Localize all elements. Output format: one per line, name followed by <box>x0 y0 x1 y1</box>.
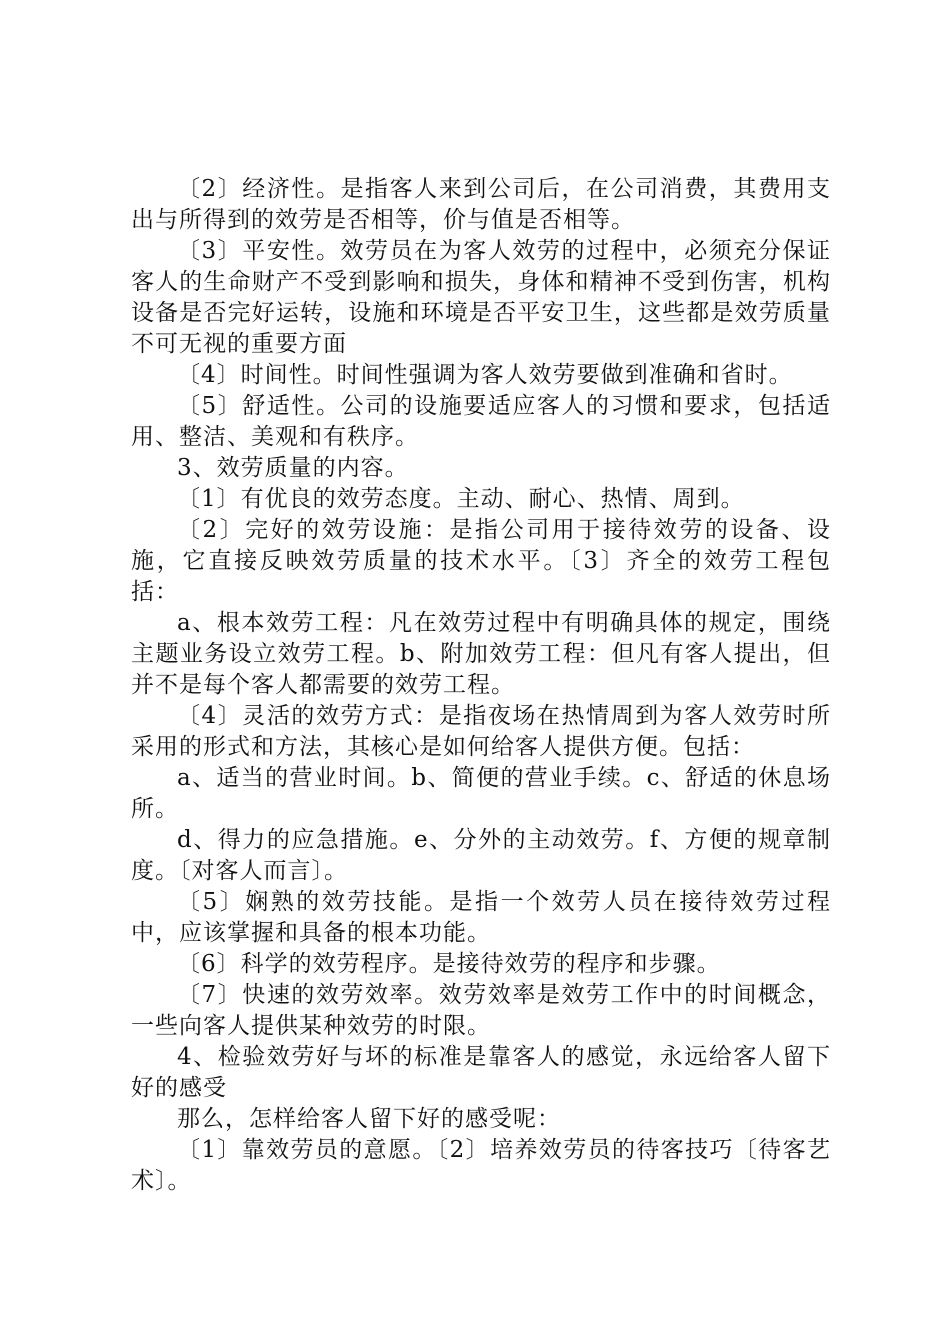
paragraph-service-skills: 〔5〕娴熟的效劳技能。是指一个效劳人员在接待效劳过程中，应该掌握和具备的根本功能。 <box>131 889 831 946</box>
paragraph-emergency-measures: d、得力的应急措施。e、分外的主动效劳。f、方便的规章制度。〔对客人而言〕。 <box>131 827 831 884</box>
paragraph-economy: 〔2〕经济性。是指客人来到公司后，在公司消费，其费用支出与所得到的效劳是否相等，价与值是否相等。 <box>131 176 831 233</box>
paragraph-service-facilities: 〔2〕完好的效劳设施：是指公司用于接待效劳的设备、设施，它直接反映效劳质量的技术水平。〔3〕齐全的效劳工程包括： <box>131 517 831 605</box>
paragraph-service-procedure: 〔6〕科学的效劳程序。是接待效劳的程序和步骤。 <box>177 951 721 977</box>
section-heading-service-standard: 4、检验效劳好与坏的标准是靠客人的感觉，永远给客人留下好的感受 <box>131 1044 831 1101</box>
paragraph-question: 那么，怎样给客人留下好的感受呢： <box>177 1106 561 1132</box>
paragraph-staff-willingness: 〔1〕靠效劳员的意愿。〔2〕培养效劳员的待客技巧〔待客艺术〕。 <box>131 1137 831 1194</box>
paragraph-safety: 〔3〕平安性。效劳员在为客人效劳的过程中，必须充分保证客人的生命财产不受到影响和损失，身体和精神不受到伤害，机构设备是否完好运转，设施和环境是否平安卫生，这些都是效劳质量不可无视的重要方面 <box>131 238 831 357</box>
paragraph-service-methods: 〔4〕灵活的效劳方式：是指夜场在热情周到为客人效劳时所采用的形式和方法，其核心是如何给客人提供方便。包括： <box>131 703 831 760</box>
document-body <box>131 174 831 1197</box>
paragraph-comfort: 〔5〕舒适性。公司的设施要适应客人的习惯和要求，包括适用、整洁、美观和有秩序。 <box>131 393 831 450</box>
paragraph-service-items: a、根本效劳工程：凡在效劳过程中有明确具体的规定，围绕主题业务设立效劳工程。b、附加效劳工程：但凡有客人提出，但并不是每个客人都需要的效劳工程。 <box>131 610 831 698</box>
section-heading-service-quality-content: 3、效劳质量的内容。 <box>177 455 409 481</box>
paragraph-business-hours: a、适当的营业时间。b、简便的营业手续。c、舒适的休息场所。 <box>131 765 831 822</box>
paragraph-timeliness: 〔4〕时间性。时间性强调为客人效劳要做到准确和省时。 <box>177 362 793 388</box>
paragraph-service-efficiency: 〔7〕快速的效劳效率。效劳效率是效劳工作中的时间概念，一些向客人提供某种效劳的时限。 <box>131 982 831 1039</box>
paragraph-service-attitude: 〔1〕有优良的效劳态度。主动、耐心、热情、周到。 <box>177 486 745 512</box>
